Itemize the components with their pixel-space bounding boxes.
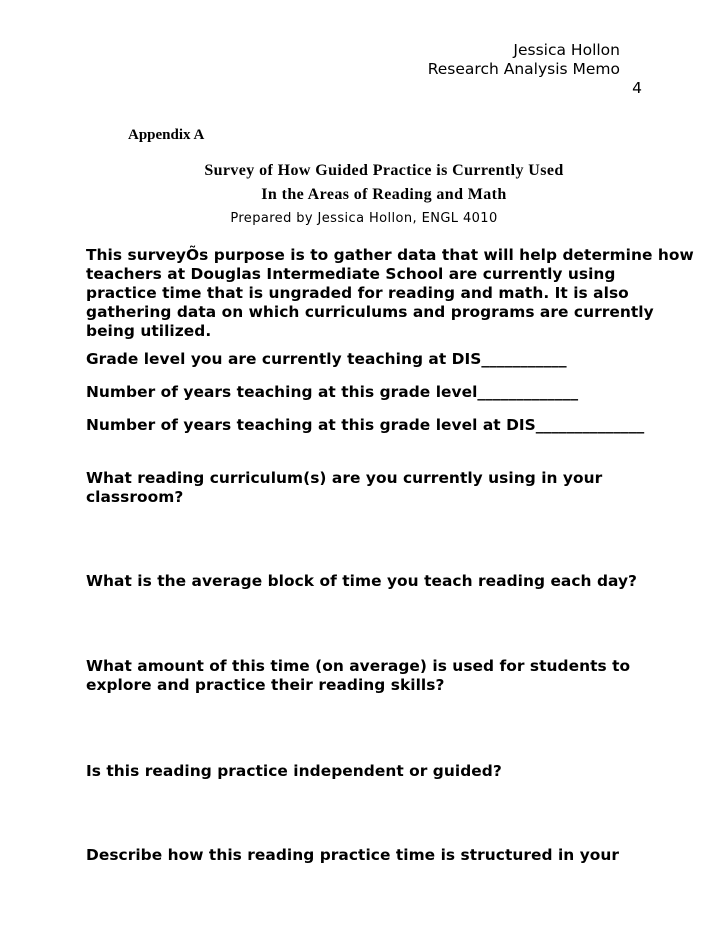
survey-title-line-1: Survey of How Guided Practice is Currently Used (204, 162, 564, 179)
header-doc-title: Research Analysis Memo (427, 60, 620, 78)
question-reading-curriculum-line-2: classroom? (86, 488, 184, 506)
intro-line-4: gathering data on which curriculums and programs are currently (86, 303, 654, 321)
prepared-by: Prepared by Jessica Hollon, ENGL 4010 (230, 211, 498, 226)
question-practice-structure-line-1: Describe how this reading practice time is structured in your (86, 846, 620, 864)
question-reading-curriculum-line-1: What reading curriculum(s) are you currently using in your (86, 469, 603, 487)
field-years-grade-level-dis: Number of years teaching at this grade level at DIS______________ (86, 416, 645, 434)
question-practice-amount-line-1: What amount of this time (on average) is used for students to (86, 657, 631, 675)
survey-title-line-2: In the Areas of Reading and Math (261, 186, 507, 203)
intro-line-1: This surveyÕs purpose is to gather data that will help determine how (86, 246, 694, 264)
question-practice-amount-line-2: explore and practice their reading skills? (86, 676, 445, 694)
field-grade-level: Grade level you are currently teaching at DIS___________ (86, 350, 567, 368)
header-author: Jessica Hollon (513, 41, 620, 59)
field-years-grade-level: Number of years teaching at this grade level_____________ (86, 383, 579, 401)
appendix-label: Appendix A (128, 127, 205, 143)
intro-line-5: being utilized. (86, 322, 212, 340)
intro-line-2: teachers at Douglas Intermediate School are currently using (86, 265, 616, 283)
question-reading-time: What is the average block of time you teach reading each day? (86, 572, 638, 590)
page-number: 4 (632, 79, 642, 97)
intro-line-3: practice time that is ungraded for reading and math. It is also (86, 284, 629, 302)
question-independent-or-guided: Is this reading practice independent or guided? (86, 762, 502, 780)
